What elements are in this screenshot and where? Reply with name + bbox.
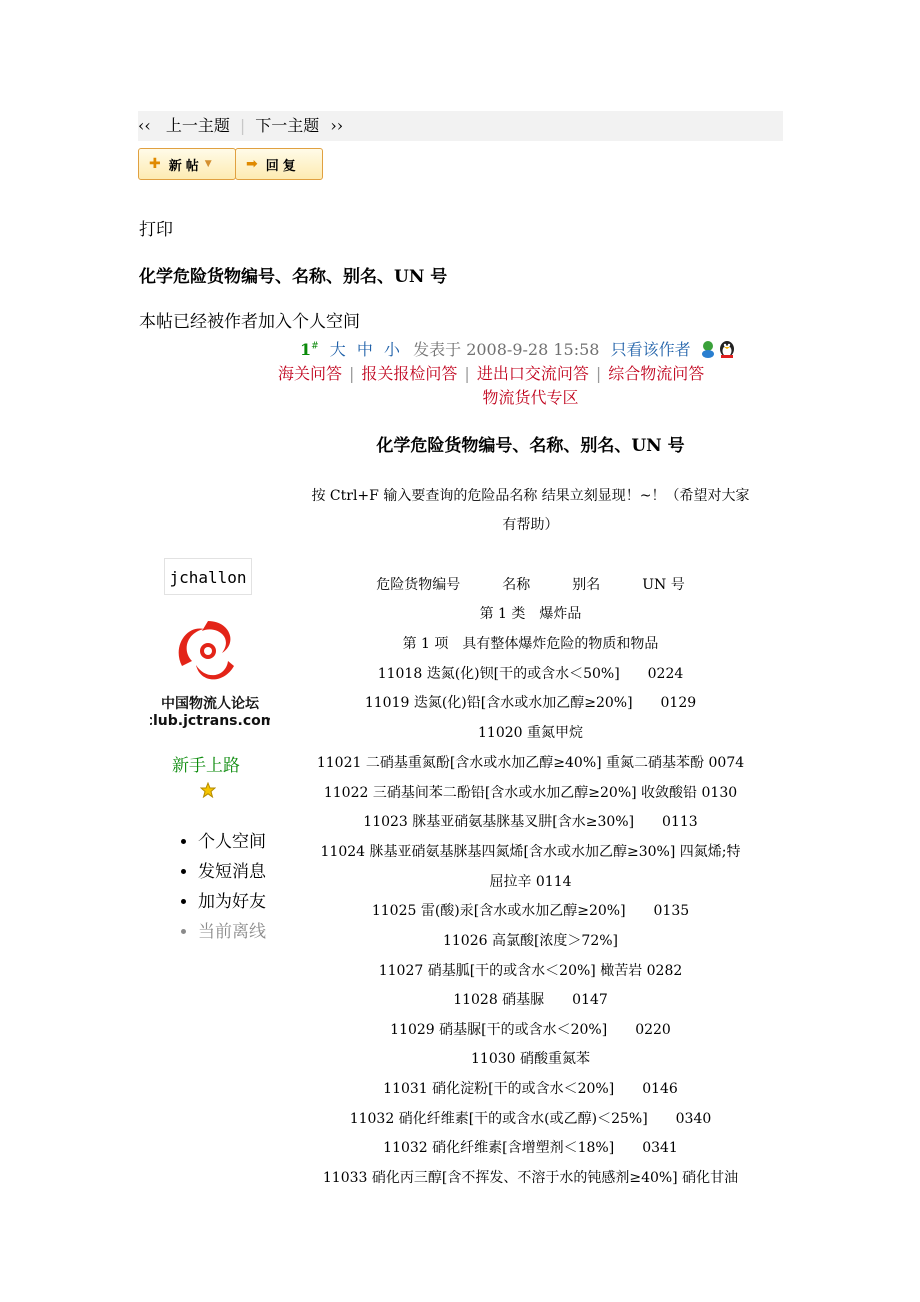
forum-link-freight[interactable]: 物流货代专区 <box>482 388 579 407</box>
chevron-down-icon[interactable]: ▼ <box>204 159 212 169</box>
post-meta <box>300 337 738 363</box>
nav-divider: | <box>239 116 246 135</box>
content-line: 11028 硝基脲 0147 <box>453 992 608 1008</box>
content-line: 11020 重氮甲烷 <box>478 725 583 741</box>
post-title: 化学危险货物编号、名称、别名、UN 号 <box>376 436 685 456</box>
content-line: 11030 硝酸重氮苯 <box>471 1051 590 1067</box>
intro-line-2: 有帮助） <box>502 517 559 533</box>
forum-links-row: 海关问答 | 报关报检问答 | 进出口交流问答 | 综合物流问答 <box>278 364 705 383</box>
content-line: 11018 迭氮(化)钡[干的或含水＜50%] 0224 <box>377 666 684 682</box>
reply-button[interactable] <box>235 148 323 180</box>
content-line: 11026 高氯酸[浓度＞72%] <box>442 933 619 949</box>
user-rank: 新手上路 <box>172 756 240 776</box>
floor-number: 1# <box>300 340 319 359</box>
prev-thread-label: 上一主题 <box>165 116 230 135</box>
online-status: • 当前离线 <box>198 918 266 948</box>
font-size-small-button[interactable]: 小 <box>384 340 401 359</box>
content-line: 11033 硝化丙三醇[含不挥发、不溶于水的钝感剂≥40%] 硝化甘油 <box>322 1170 739 1186</box>
content-line: 11031 硝化淀粉[干的或含水＜20%] 0146 <box>383 1081 678 1097</box>
forum-link-logistics[interactable]: 综合物流问答 <box>608 364 705 383</box>
posted-time: 发表于 2008-9-28 15:58 <box>413 340 600 359</box>
thread-title: 化学危险货物编号、名称、别名、UN 号 <box>139 267 448 287</box>
font-size-large-button[interactable]: 大 <box>329 340 346 359</box>
intro-line-1: 按 Ctrl+F 输入要查询的危险品名称 结果立刻显现！~！（希望对大家 <box>311 488 750 504</box>
content-line: 11024 脒基亚硝氨基脒基四氮烯[含水或水加乙醇≥30%] 四氮烯;特 <box>320 844 741 860</box>
personal-space-link[interactable]: • 个人空间 <box>198 828 266 858</box>
prev-thread-link[interactable] <box>138 111 230 141</box>
star-icon <box>200 782 216 802</box>
forum-logo <box>150 616 270 732</box>
user-menu <box>170 828 266 948</box>
only-author-link[interactable]: 只看该作者 <box>610 340 691 359</box>
content-line: 屈拉辛 0114 <box>489 874 572 890</box>
content-line: 11029 硝基脲[干的或含水＜20%] 0220 <box>390 1022 671 1038</box>
add-friend-link[interactable]: • 加为好友 <box>198 888 266 918</box>
space-notice: 本帖已经被作者加入个人空间 <box>139 312 360 332</box>
new-post-button[interactable] <box>138 148 236 180</box>
logo-text: 中国物流人论坛 <box>161 696 259 712</box>
forum-link-declaration[interactable]: 报关报检问答 <box>361 364 458 383</box>
content-line: 11023 脒基亚硝氨基脒基叉肼[含水≥30%] 0113 <box>363 814 698 830</box>
next-thread-label: 下一主题 <box>255 116 320 135</box>
content-line: 11021 二硝基重氮酚[含水或水加乙醇≥40%] 重氮二硝基苯酚 0074 <box>316 755 745 771</box>
table-header: 危险货物编号 名称 别名 UN 号 <box>376 577 685 593</box>
logo-url: club.jctrans.com <box>150 713 270 729</box>
content-line: 11025 雷(酸)汞[含水或水加乙醇≥20%] 0135 <box>371 903 690 919</box>
content-line: 11027 硝基胍[干的或含水＜20%] 橄苦岩 0282 <box>378 963 683 979</box>
send-message-link[interactable]: • 发短消息 <box>198 858 266 888</box>
content-line: 11019 迭氮(化)铅[含水或水加乙醇≥20%] 0129 <box>364 695 697 711</box>
forum-link-customs[interactable]: 海关问答 <box>278 364 343 383</box>
username[interactable]: jchallon <box>164 558 252 595</box>
font-size-medium-button[interactable]: 中 <box>356 340 373 359</box>
arrow-right-icon: ➡ <box>246 156 258 172</box>
prev-arrow-icon: ‹‹ <box>138 116 151 135</box>
content-line: 第 1 项 具有整体爆炸危险的物质和物品 <box>402 636 659 652</box>
content-line: 第 1 类 爆炸品 <box>479 606 582 622</box>
print-link[interactable]: 打印 <box>139 220 173 240</box>
reply-label: 回复 <box>265 158 300 174</box>
post-action-bar <box>138 148 323 182</box>
content-line: 11022 三硝基间苯二酚铅[含水或水加乙醇≥20%] 收敛酸铅 0130 <box>323 785 738 801</box>
content-line: 11032 硝化纤维素[含增塑剂＜18%] 0341 <box>383 1140 678 1156</box>
forum-link-import-export[interactable]: 进出口交流问答 <box>476 364 589 383</box>
next-thread-link[interactable] <box>255 111 343 141</box>
new-post-label: 新帖 <box>168 158 203 174</box>
thread-nav-bar <box>138 111 783 141</box>
qq-msn-icon[interactable] <box>700 339 738 363</box>
plus-icon: ✚ <box>149 156 161 172</box>
content-line: 11032 硝化纤维素[干的或含水(或乙醇)＜25%] 0340 <box>349 1111 712 1127</box>
next-arrow-icon: ›› <box>330 116 344 135</box>
